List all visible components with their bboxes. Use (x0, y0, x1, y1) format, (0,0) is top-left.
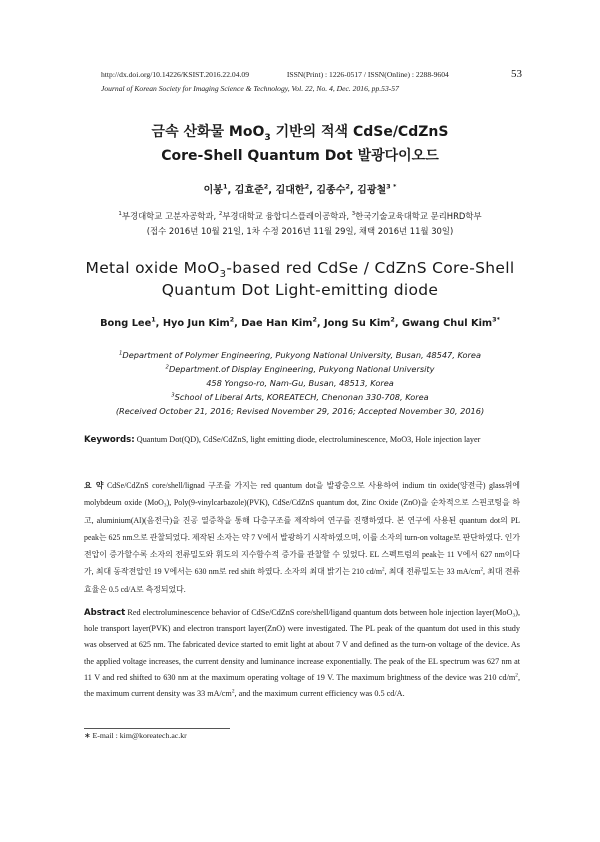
doi-text: http://dx.doi.org/10.14226/KSIST.2016.22.04.09 (101, 70, 250, 79)
dates-en: (Received October 21, 2016; Revised November 29, 2016; Accepted November 30, 2016) (115, 406, 485, 416)
abstract-en-label: Abstract (84, 608, 126, 618)
title-en-line1: Metal oxide MoO$_3$-based red CdSe / CdZnS Core-Shell (85, 259, 515, 281)
abstract-en: Abstract Red electroluminescence behavior of CdSe/CdZnS core/shell/ligand quantum dots between hole injection layer(MoO₃), hole transport layer(PVK) and electron transport layer(ZnO) were investigated. The PL peak of the quantum dot used in this study was observed at 625 nm. The fabricated device started to emit light at about 7 V and defined as the turn-on voltage of the device. As the applied voltage increases, the current density and luminance increase exponentially. The peak of the EL spectrum was 627 nm at 11 V and red shifted to 630 nm at the maximum operating voltage of 19 V. The maximum brightness of the device was 210 $cd/m^2$, the maximum current density was 33 $mA/cm^2$, and the maximum current efficiency was 0.5 cd/A. (84, 608, 520, 699)
journal-citation: Journal of Korean Society for Imaging Science & Technology, Vol. 22, No. 4, Dec. 2016, pp.53-57 (101, 84, 399, 93)
abstract-ko: 요 약 CdSe/CdZnS core/shell/lignad 구조를 가지는 red quantum dot을 발광층으로 사용하여 indium tin oxide(양전극) glass위에 molybdeum oxide (MoO₃), Poly(9-vinylcarbazole)(PVK), CdSe/CdZnS quantum dot, Zinc Oxide (ZnO)을 순차적으로 스핀코팅을 하고, aluminium(Al)(음전극)을 진공 열증착을 통해 다층구조를 제작하여 연구를 진행하였다. 본 연구에 사용된 quantum dot의 PL peak는 625 nm으로 관찰되었다. 제작된 소자는 약 7 V에서 발광하기 시작하였으며, 이를 소자의 turn-on voltage로 판단하였다. 인가전압이 증가할수록 소자의 전류밀도와 휘도의 지수함수적 증가를 관찰할 수 있었다. EL 스펙트럼의 peak는 11 V에서 627 nm이다가, 최대 동작전압인 19 V에서는 630 nm로 red shift 하였다. 소자의 최대 밝기는 210 $cd/m^2$, 최대 전류밀도는 33 $mA/cm^2$, 최대 전류효율은 0.5 cd/A로 측정되었다. (84, 481, 520, 594)
title-ko-line2: Core-Shell Quantum Dot 발광다이오드 (161, 148, 439, 164)
affiliation-en-1: $^1$Department of Polymer Engineering, Pukyong National University, Busan, 48547, Korea (119, 350, 481, 360)
keywords (84, 432, 520, 448)
footnote-rule (84, 728, 230, 729)
authors-ko: 이봉$^1$, 김효준$^2$, 김대한$^2$, 김종수$^2$, 김광철$^{3 *}$ (203, 182, 397, 196)
authors-en: Bong Lee$^1$, Hyo Jun Kim$^2$, Dae Han Kim$^2$, Jong Su Kim$^2$, Gwang Chul Kim$^{3*}$ (100, 315, 500, 329)
footnote-email: ∗ E-mail : kim@koreatech.ac.kr (84, 731, 187, 740)
keywords-label: Keywords: (84, 435, 135, 445)
abstract-ko-label: 요 약 (84, 481, 104, 490)
affiliations-ko: $^1$부경대학교 고분자공학과, $^2$부경대학교 융합디스플레이공학과, $^3$한국기술교육대학교 문리HRD학부 (118, 211, 482, 221)
title-en-line2: Quantum Dot Light-emitting diode (161, 281, 439, 299)
page-number: 53 (511, 68, 522, 80)
keywords-text: Quantum Dot(QD), CdSe/CdZnS, light emitting diode, electroluminescence, MoO3, Hole injection layer (134, 435, 481, 444)
issn-text: ISSN(Print) : 1226-0517 / ISSN(Online) : 2288-9604 (286, 70, 449, 79)
affiliation-en-4: $^3$School of Liberal Arts, KOREATECH, Chenonan 330-708, Korea (171, 392, 429, 402)
affiliation-en-3: 458 Yongso-ro, Nam-Gu, Busan, 48513, Korea (206, 378, 394, 388)
affiliation-en-2: $^2$Department.of Display Engineering, Pukyong National University (165, 364, 435, 374)
title-ko-line1: 금속 산화물 MoO$_3$ 기반의 적색 CdSe/CdZnS (151, 124, 449, 143)
dates-ko: (접수 2016년 10월 21일, 1차 수정 2016년 11월 29일, 채택 2016년 11월 30일) (146, 226, 454, 236)
doi-issn-line (101, 70, 449, 79)
